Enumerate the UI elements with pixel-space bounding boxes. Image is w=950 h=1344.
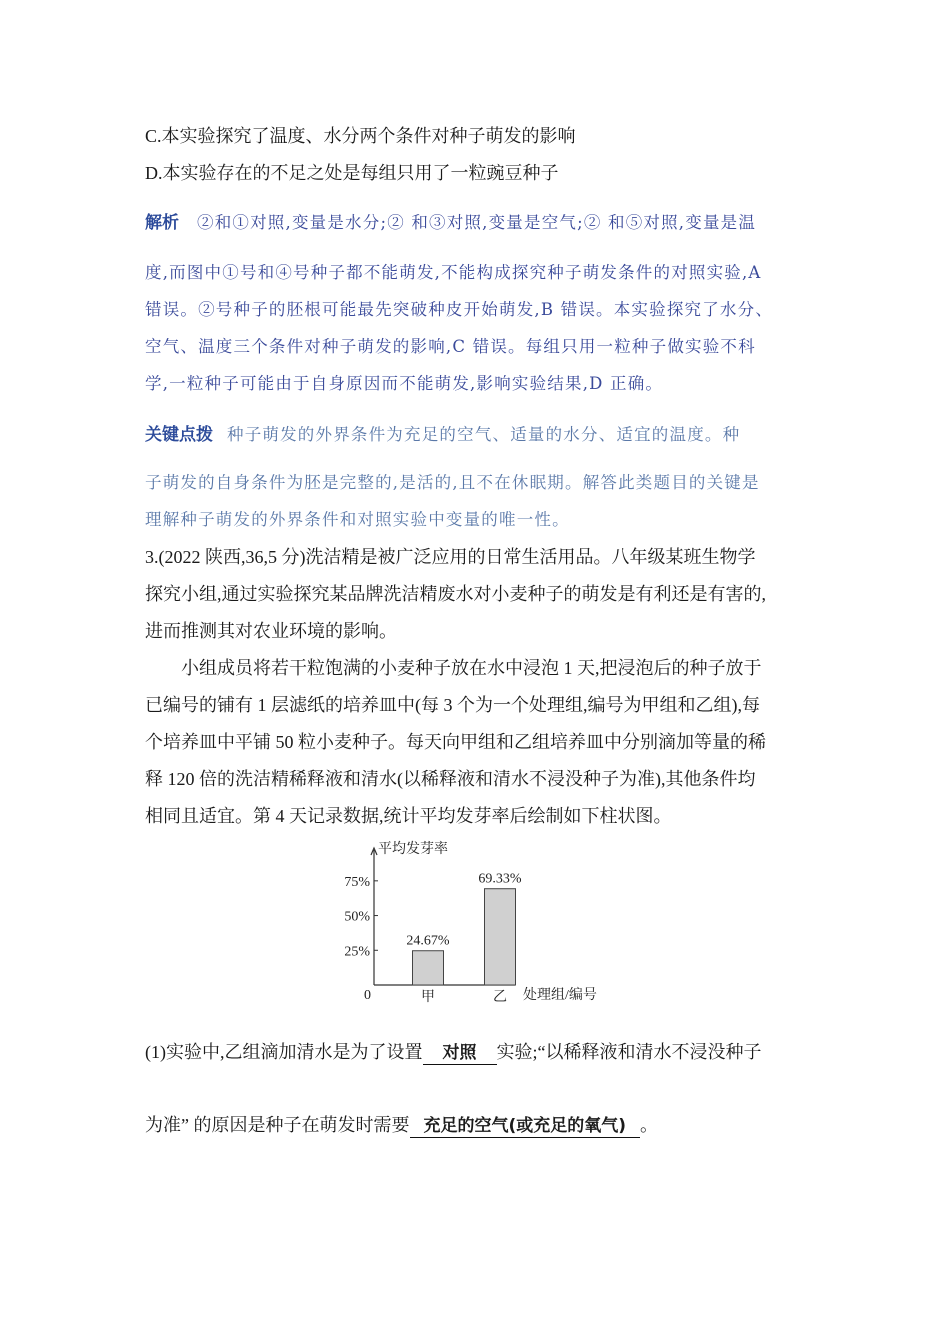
bar-value-label: 24.67% (406, 933, 450, 949)
sub1-line-2: 为准” 的原因是种子在萌发时需要 充足的空气(或充足的氧气) 。 (145, 1115, 659, 1136)
keypoint-line-1: 关键点拨 种子萌发的外界条件为充足的空气、适量的水分、适宜的温度。种 (145, 425, 741, 445)
germination-bar-chart (330, 832, 630, 1012)
category-label: 乙 (493, 990, 507, 1005)
y-tick-label: 25% (344, 944, 370, 960)
analysis-line-1: 解析 ②和①对照,变量是水分;② 和③对照,变量是空气;② 和⑤对照,变量是温 (145, 213, 757, 233)
question3-line-2: 探究小组,通过实验探究某品牌洗洁精废水对小麦种子的萌发是有利还是有害的, (145, 584, 766, 604)
keypoint-line-2: 子萌发的自身条件为胚是完整的,是活的,且不在休眠期。解答此类题目的关键是 (145, 473, 760, 492)
keypoint-label: 关键点拨 (145, 425, 213, 445)
analysis-line-3: 错误。②号种子的胚根可能最先突破种皮开始萌发,B 错误。本实验探究了水分、 (145, 300, 774, 319)
y-tick-label: 50% (344, 909, 370, 925)
category-label: 甲 (421, 990, 435, 1005)
analysis-label: 解析 (145, 213, 179, 233)
bar-value-label: 69.33% (478, 871, 522, 887)
analysis-line-2: 度,而图中①号和④号种子都不能萌发,不能构成探究种子萌发条件的对照实验,A (145, 263, 762, 282)
y-tick-label: 75% (344, 874, 370, 890)
question3-line-3: 进而推测其对农业环境的影响。 (145, 621, 397, 641)
keypoint-line-3: 理解种子萌发的外界条件和对照实验中变量的唯一性。 (145, 510, 570, 529)
bar (485, 889, 516, 985)
option-d: D.本实验存在的不足之处是每组只用了一粒豌豆种子 (145, 163, 559, 183)
answer-blank-1: 对照 (423, 1042, 497, 1065)
origin-label: 0 (364, 988, 371, 1003)
x-axis-label: 处理组/编号 (523, 988, 597, 1003)
para2-line-4: 释 120 倍的洗洁精稀释液和清水(以稀释液和清水不浸没种子为准),其他条件均 (145, 769, 756, 789)
analysis-line-4: 空气、温度三个条件对种子萌发的影响,C 错误。每组只用一粒种子做实验不科 (145, 337, 756, 356)
question3-line-1: 3.(2022 陕西,36,5 分)洗洁精是被广泛应用的日常生活用品。八年级某班生物学 (145, 547, 756, 567)
para2-line-2: 已编号的铺有 1 层滤纸的培养皿中(每 3 个为一个处理组,编号为甲组和乙组),每 (145, 695, 760, 715)
sub1-line-1: (1)实验中,乙组滴加清水是为了设置 对照 实验;“以稀释液和清水不浸没种子 (145, 1042, 762, 1063)
bar (413, 951, 444, 985)
para2-line-5: 相同且适宜。第 4 天记录数据,统计平均发芽率后绘制如下柱状图。 (145, 806, 672, 826)
para2-line-1: 小组成员将若干粒饱满的小麦种子放在水中浸泡 1 天,把浸泡后的种子放于 (181, 658, 762, 678)
option-c: C.本实验探究了温度、水分两个条件对种子萌发的影响 (145, 126, 576, 146)
para2-line-3: 个培养皿中平铺 50 粒小麦种子。每天向甲组和乙组培养皿中分别滴加等量的稀 (145, 732, 766, 752)
answer-blank-2: 充足的空气(或充足的氧气) (410, 1115, 641, 1138)
y-axis-label: 平均发芽率 (378, 842, 448, 857)
analysis-line-5: 学,一粒种子可能由于自身原因而不能萌发,影响实验结果,D 正确。 (145, 374, 664, 393)
